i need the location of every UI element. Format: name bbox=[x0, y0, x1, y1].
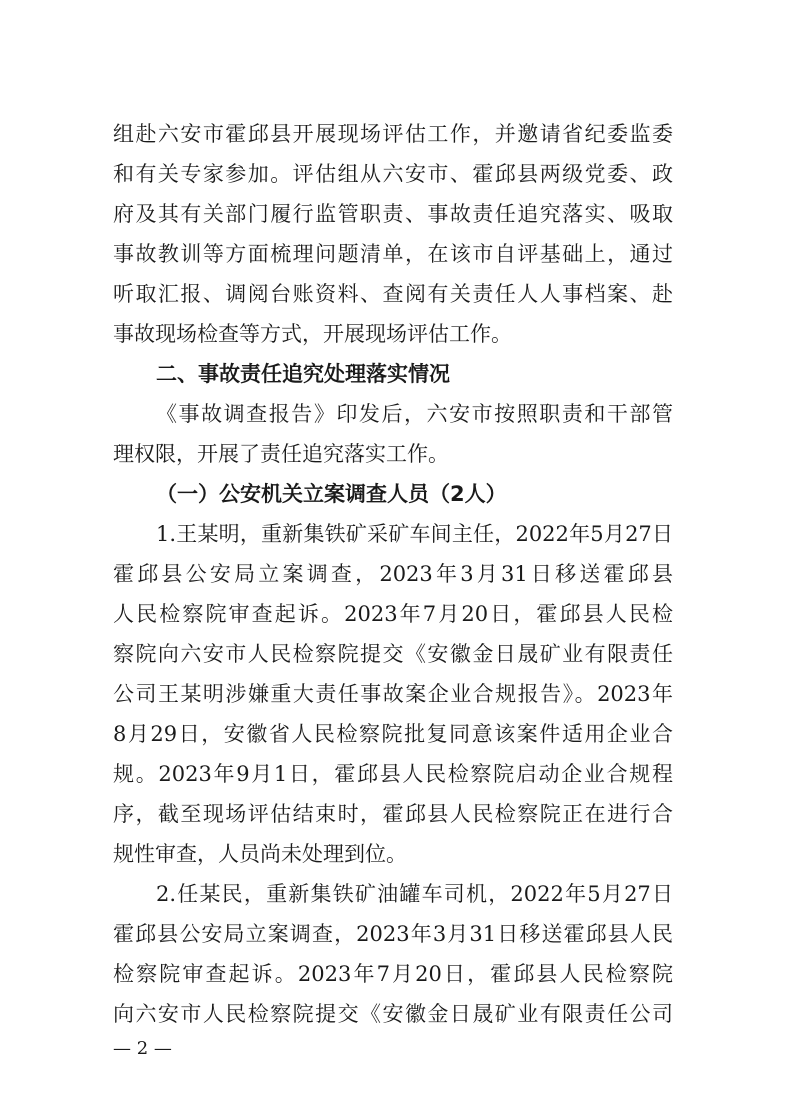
body-text-line: 察院向六安市人民检察院提交《安徽金日晟矿业有限责任 bbox=[113, 642, 673, 666]
body-text-line: 听取汇报、调阅台账资料、查阅有关责任人人事档案、赴 bbox=[113, 282, 673, 306]
subsection-heading: （一）公安机关立案调查人员（2人） bbox=[156, 482, 507, 506]
body-text-line: 理权限，开展了责任追究落实工作。 bbox=[113, 442, 449, 466]
page-number: — 2 — bbox=[113, 1038, 172, 1059]
body-text-line: 组赴六安市霍邱县开展现场评估工作，并邀请省纪委监委 bbox=[113, 122, 673, 146]
body-text-line: 规性审查，人员尚未处理到位。 bbox=[113, 842, 407, 866]
body-text-line: 检察院审查起诉。2023年7月20日，霍邱县人民检察院 bbox=[113, 962, 673, 986]
body-text-line: 规。2023年9月1日，霍邱县人民检察院启动企业合规程 bbox=[113, 762, 673, 786]
body-text-line: 府及其有关部门履行监管职责、事故责任追究落实、吸取 bbox=[113, 202, 673, 226]
body-text-line: 向六安市人民检察院提交《安徽金日晟矿业有限责任公司 bbox=[113, 1002, 673, 1026]
body-text-line: 事故现场检查等方式，开展现场评估工作。 bbox=[113, 322, 512, 346]
section-heading: 二、事故责任追究处理落实情况 bbox=[156, 362, 450, 386]
body-text-line: 8月29日，安徽省人民检察院批复同意该案件适用企业合 bbox=[113, 722, 673, 746]
body-text-line: 序，截至现场评估结束时，霍邱县人民检察院正在进行合 bbox=[113, 802, 673, 826]
body-text-line: 霍邱县公安局立案调查，2023年3月31日移送霍邱县人民 bbox=[113, 922, 673, 946]
body-text-line: 霍邱县公安局立案调查，2023年3月31日移送霍邱县 bbox=[113, 562, 673, 586]
body-text-line: 和有关专家参加。评估组从六安市、霍邱县两级党委、政 bbox=[113, 162, 673, 186]
body-text-line: 1.王某明，重新集铁矿采矿车间主任，2022年5月27日 bbox=[156, 522, 673, 546]
body-text-line: 事故教训等方面梳理问题清单，在该市自评基础上，通过 bbox=[113, 242, 673, 266]
body-text-line: 人民检察院审查起诉。2023年7月20日，霍邱县人民检 bbox=[113, 602, 673, 626]
body-text-line: 2.任某民，重新集铁矿油罐车司机，2022年5月27日 bbox=[156, 882, 673, 906]
body-text-line: 公司王某明涉嫌重大责任事故案企业合规报告》。2023年 bbox=[113, 682, 673, 706]
body-text-line: 《事故调查报告》印发后，六安市按照职责和干部管 bbox=[156, 402, 673, 426]
